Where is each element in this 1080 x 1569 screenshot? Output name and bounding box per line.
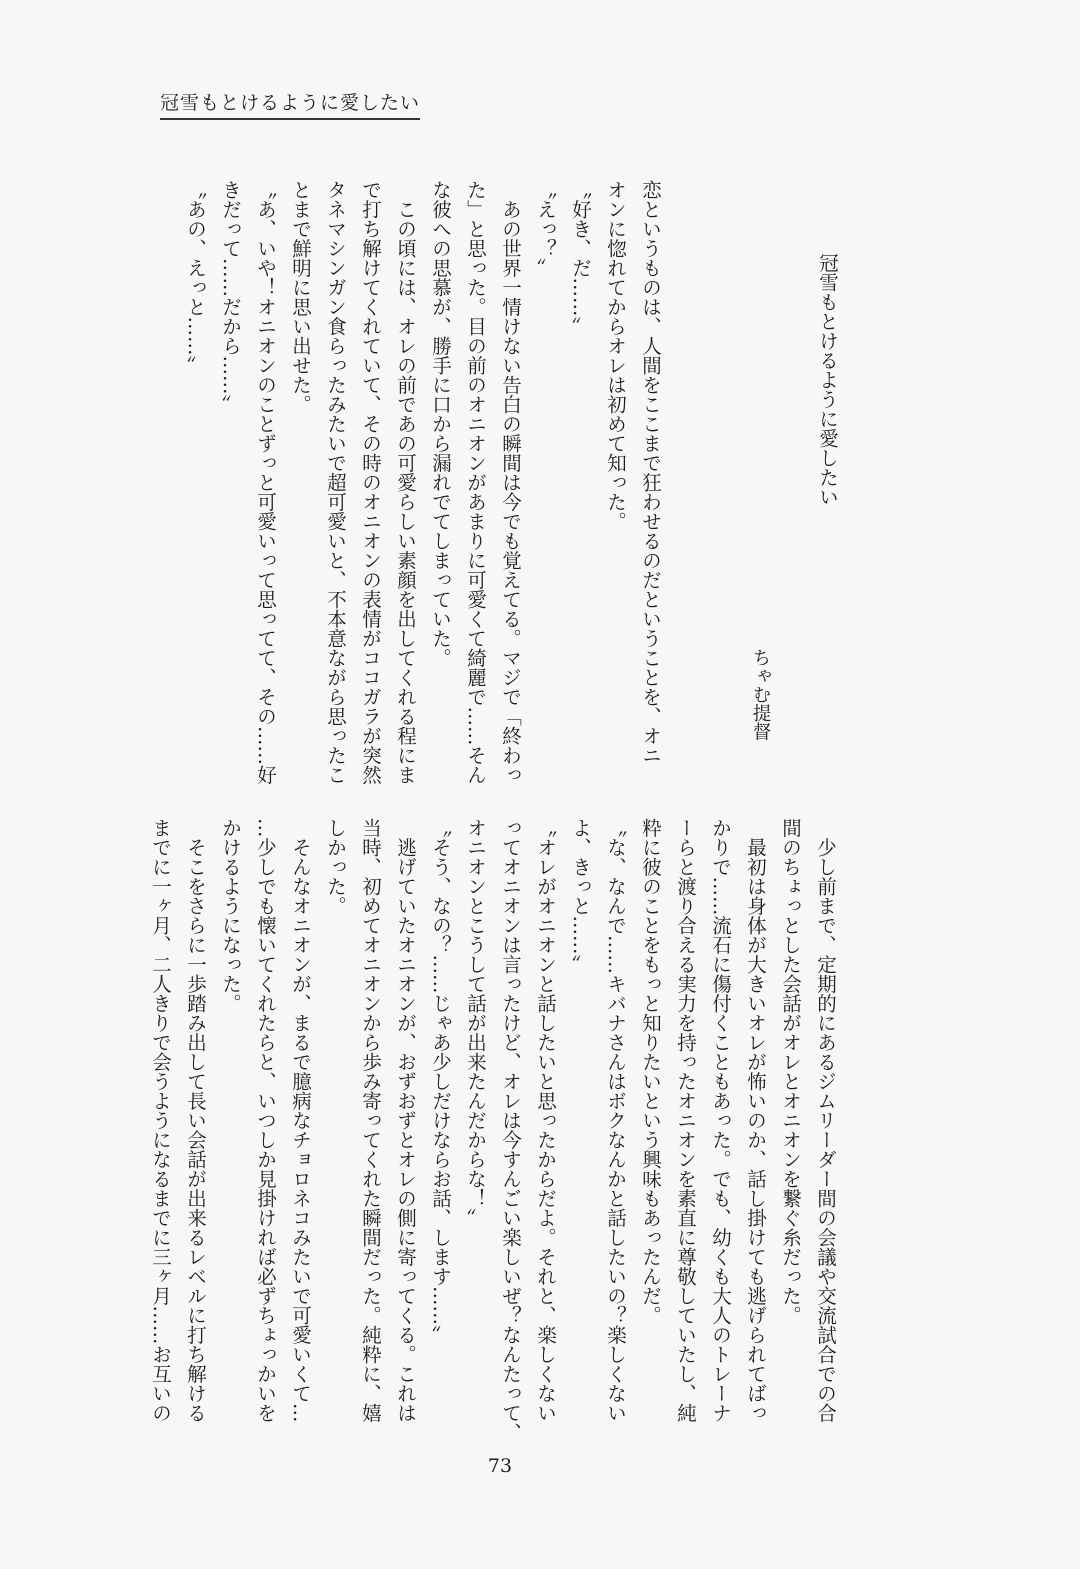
text-line: た」と思った。目の前のオニオンがあまりに可愛くて綺麗で……そん (464, 180, 487, 785)
text-line: 間のちょっとした会話がオレとオニオンを繋ぐ糸だった。 (779, 818, 802, 1325)
text-line: オニオンとこうして話が出来たんだからな！〟 (464, 818, 487, 1228)
text-line: きだって……だから……〟 (219, 180, 242, 414)
upper-text-block (178, 180, 668, 785)
story-author: ちゃむ提督 (750, 648, 771, 741)
text-line: そんなオニオンが、まるで臆病なチョロネコみたいで可愛いくて… (289, 818, 312, 1423)
text-line: 〝好き、だ……〟 (569, 180, 592, 336)
text-line: 〝えっ？〟 (534, 180, 557, 278)
text-line: オンに惚れてからオレは初めて知った。 (604, 180, 627, 531)
text-line: この頃には、オレの前であの可愛らしい素顔を出してくれる程にま (394, 180, 417, 785)
text-line: 〝あの、えっと……〟 (184, 180, 207, 375)
text-line: かりで……流石に傷付くこともあった。でも、幼くも大人のトレーナ (709, 818, 732, 1423)
text-line: 粋に彼のことをもっと知りたいという興味もあったんだ。 (639, 818, 662, 1325)
text-line: 逃げていたオニオンが、おずおずとオレの側に寄ってくる。これは (394, 818, 417, 1423)
text-line: よ、きっと……〟 (569, 818, 592, 974)
running-header-title: 冠雪もとけるように愛したい (160, 88, 420, 120)
text-line: とまで鮮明に思い出せた。 (289, 180, 312, 414)
text-line: 当時、初めてオニオンから歩み寄ってくれた瞬間だった。純粋に、嬉 (359, 818, 382, 1423)
text-line: な彼への思慕が、勝手に口から漏れでてしまっていた。 (429, 180, 452, 668)
text-line: あの世界一情けない告白の瞬間は今でも覚えてる。マジで「終わっ (499, 180, 522, 785)
text-line: で打ち解けてくれていて、その時のオニオンの表情がココガラが突然 (359, 180, 382, 785)
text-line: 〝あ、いや！オニオンのことずっと可愛いって思ってて、その……好 (254, 180, 277, 785)
text-line: 最初は身体が大きいオレが怖いのか、話し掛けても逃げられてばっ (744, 818, 767, 1423)
page-number: 73 (487, 1455, 513, 1477)
text-line: そこをさらに一歩踏み出して長い会話が出来るレベルに打ち解ける (184, 818, 207, 1423)
text-line: 少し前まで、定期的にあるジムリーダー間の会議や交流試合での合 (814, 818, 837, 1423)
text-line: しかった。 (324, 818, 347, 916)
text-line: 恋というものは、人間をここまで狂わせるのだということを、オニ (639, 180, 662, 765)
text-line: ーらと渡り合える実力を持ったオニオンを素直に尊敬していたし、純 (674, 818, 697, 1423)
text-line: までに一ヶ月、二人きりで会うようになるまでに三ヶ月……お互いの (149, 818, 172, 1423)
text-line: 〝オレがオニオンと話したいと思ったからだよ。それと、楽しくない (534, 818, 557, 1423)
text-line: …少しでも懐いてくれたらと、いつしか見掛ければ必ずちょっかいを (254, 818, 277, 1423)
lower-text-block (143, 818, 843, 1442)
text-line: かけるようになった。 (219, 818, 242, 1013)
story-title: 冠雪もとけるように愛したい (816, 253, 839, 507)
text-line: 〝な、なんで……キバナさんはボクなんかと話したいの？楽しくない (604, 818, 627, 1423)
text-line: 〝そう、なの？……じゃあ少しだけならお話、します……〟 (429, 818, 452, 1345)
text-line: タネマシンガン食らったみたいで超可愛いと、不本意ながら思ったこ (324, 180, 347, 785)
text-line: ってオニオンは言ったけど、オレは今すんごい楽しいぜ？なんたって、 (499, 818, 522, 1442)
